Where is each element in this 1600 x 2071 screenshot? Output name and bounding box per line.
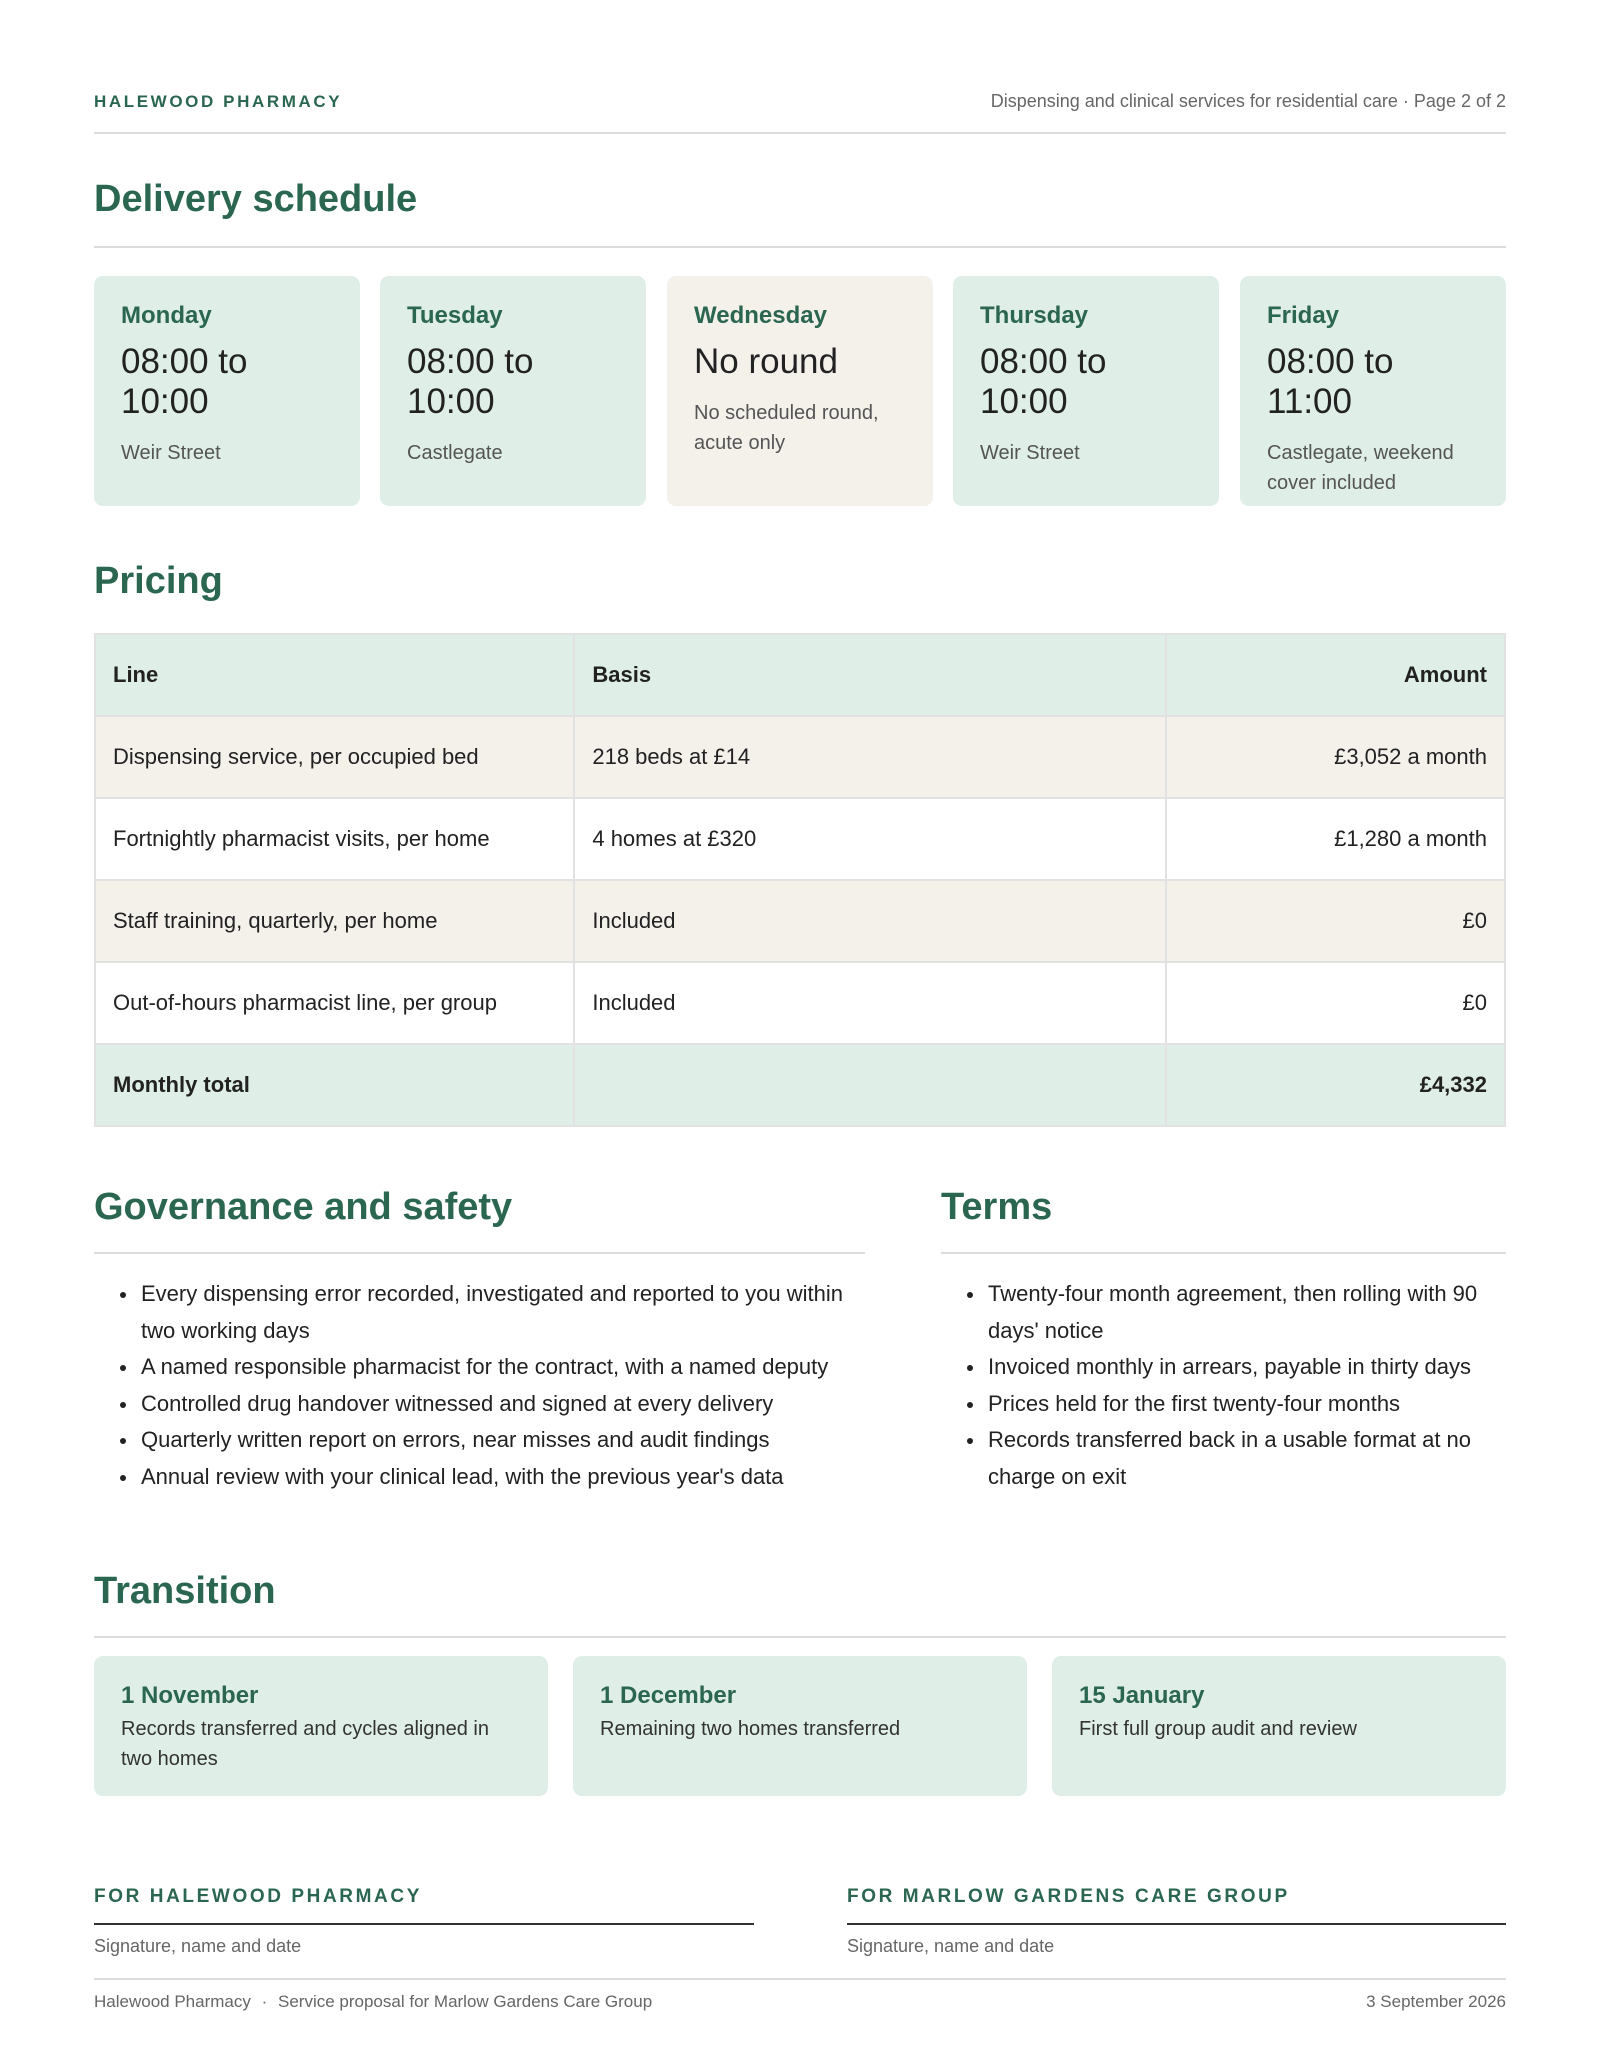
section-divider <box>94 246 1506 248</box>
total-label: Monthly total <box>95 1044 574 1126</box>
day-time: 08:00 to 10:00 <box>980 342 1107 421</box>
day-note: No scheduled round, acute only <box>694 402 879 454</box>
cell-basis: 4 homes at £320 <box>574 798 1166 880</box>
day-note: Castlegate, weekend cover included <box>1267 442 1454 494</box>
signature-label-care-group: FOR MARLOW GARDENS CARE GROUP <box>847 1886 1290 1907</box>
list-item: Annual review with your clinical lead, with the previous year's data <box>94 1459 865 1496</box>
pricing-table <box>94 633 1506 1127</box>
brand-name: HALEWOOD PHARMACY <box>94 92 343 111</box>
cell-amount: £1,280 a month <box>1166 798 1505 880</box>
cell-amount: £3,052 a month <box>1166 716 1505 798</box>
day-name: Monday <box>121 302 212 329</box>
signature-label-pharmacy: FOR HALEWOOD PHARMACY <box>94 1886 422 1907</box>
footer-divider <box>94 1978 1506 1980</box>
day-time: 08:00 to 10:00 <box>121 342 248 421</box>
cell-line: Fortnightly pharmacist visits, per home <box>95 798 574 880</box>
header-subtitle: Dispensing and clinical services for residential care · Page 2 of 2 <box>990 91 1506 111</box>
cell-amount: £0 <box>1166 962 1505 1044</box>
footer-date: 3 September 2026 <box>1366 1992 1506 2011</box>
list-item: Quarterly written report on errors, near misses and audit findings <box>94 1422 865 1459</box>
transition-heading: Transition <box>94 1570 276 1612</box>
day-name: Tuesday <box>407 302 503 329</box>
delivery-schedule-heading: Delivery schedule <box>94 178 418 220</box>
day-card-thursday <box>953 276 1219 506</box>
cell-line: Out-of-hours pharmacist line, per group <box>95 962 574 1044</box>
cell-amount: £0 <box>1166 880 1505 962</box>
column-header-amount: Amount <box>1166 634 1505 716</box>
day-name: Thursday <box>980 302 1089 329</box>
table-total-row <box>95 1044 1505 1126</box>
signature-line[interactable] <box>847 1923 1506 1925</box>
terms-heading: Terms <box>941 1186 1053 1228</box>
day-time: 08:00 to 11:00 <box>1267 342 1394 421</box>
step-text: First full group audit and review <box>1079 1718 1357 1740</box>
table-row <box>95 880 1505 962</box>
day-card-friday <box>1240 276 1506 506</box>
list-item: Twenty-four month agreement, then rolling with 90 days' notice <box>941 1276 1506 1349</box>
governance-heading: Governance and safety <box>94 1186 513 1228</box>
day-time: 08:00 to 10:00 <box>407 342 534 421</box>
transition-step <box>1052 1656 1506 1796</box>
day-note: Weir Street <box>121 442 221 464</box>
day-note: Castlegate <box>407 442 503 464</box>
signature-line[interactable] <box>94 1923 754 1925</box>
list-item: Prices held for the first twenty-four months <box>941 1386 1506 1423</box>
total-amount: £4,332 <box>1166 1044 1505 1126</box>
footer-document: Service proposal for Marlow Gardens Care Group <box>278 1992 653 2011</box>
step-date: 1 December <box>600 1682 737 1709</box>
day-name: Friday <box>1267 302 1340 329</box>
section-divider <box>941 1252 1506 1254</box>
step-text: Remaining two homes transferred <box>600 1718 901 1740</box>
page-header <box>94 88 1506 134</box>
day-card-monday <box>94 276 360 506</box>
step-date: 1 November <box>121 1682 259 1709</box>
step-text: Records transferred and cycles aligned in two homes <box>121 1718 489 1770</box>
day-time: No round <box>694 342 838 381</box>
cell-basis: Included <box>574 962 1166 1044</box>
signature-note: Signature, name and date <box>94 1936 302 1956</box>
terms-list <box>941 1276 1506 1496</box>
table-row <box>95 716 1505 798</box>
section-divider <box>94 1252 865 1254</box>
day-card-wednesday <box>667 276 933 506</box>
footer-separator: · <box>261 1992 268 2011</box>
total-basis <box>574 1044 1166 1126</box>
list-item: Records transferred back in a usable format at no charge on exit <box>941 1422 1506 1495</box>
governance-list <box>94 1276 865 1496</box>
column-header-line: Line <box>95 634 574 716</box>
table-row <box>95 962 1505 1044</box>
table-row <box>95 798 1505 880</box>
footer-left <box>94 1992 652 2012</box>
signature-note: Signature, name and date <box>847 1936 1055 1956</box>
cell-line: Dispensing service, per occupied bed <box>95 716 574 798</box>
list-item: A named responsible pharmacist for the contract, with a named deputy <box>94 1349 865 1386</box>
list-item: Controlled drug handover witnessed and signed at every delivery <box>94 1386 865 1423</box>
transition-step <box>94 1656 548 1796</box>
transition-step <box>573 1656 1027 1796</box>
column-header-basis: Basis <box>574 634 1166 716</box>
day-note: Weir Street <box>980 442 1080 464</box>
pricing-heading: Pricing <box>94 560 223 602</box>
footer-brand: Halewood Pharmacy <box>94 1992 251 2011</box>
cell-basis: Included <box>574 880 1166 962</box>
table-header-row <box>95 634 1505 716</box>
day-name: Wednesday <box>694 302 827 329</box>
cell-basis: 218 beds at £14 <box>574 716 1166 798</box>
day-card-tuesday <box>380 276 646 506</box>
list-item: Every dispensing error recorded, investigated and reported to you within two working days <box>94 1276 865 1349</box>
section-divider <box>94 1636 1506 1638</box>
cell-line: Staff training, quarterly, per home <box>95 880 574 962</box>
list-item: Invoiced monthly in arrears, payable in thirty days <box>941 1349 1506 1386</box>
step-date: 15 January <box>1079 1682 1205 1709</box>
